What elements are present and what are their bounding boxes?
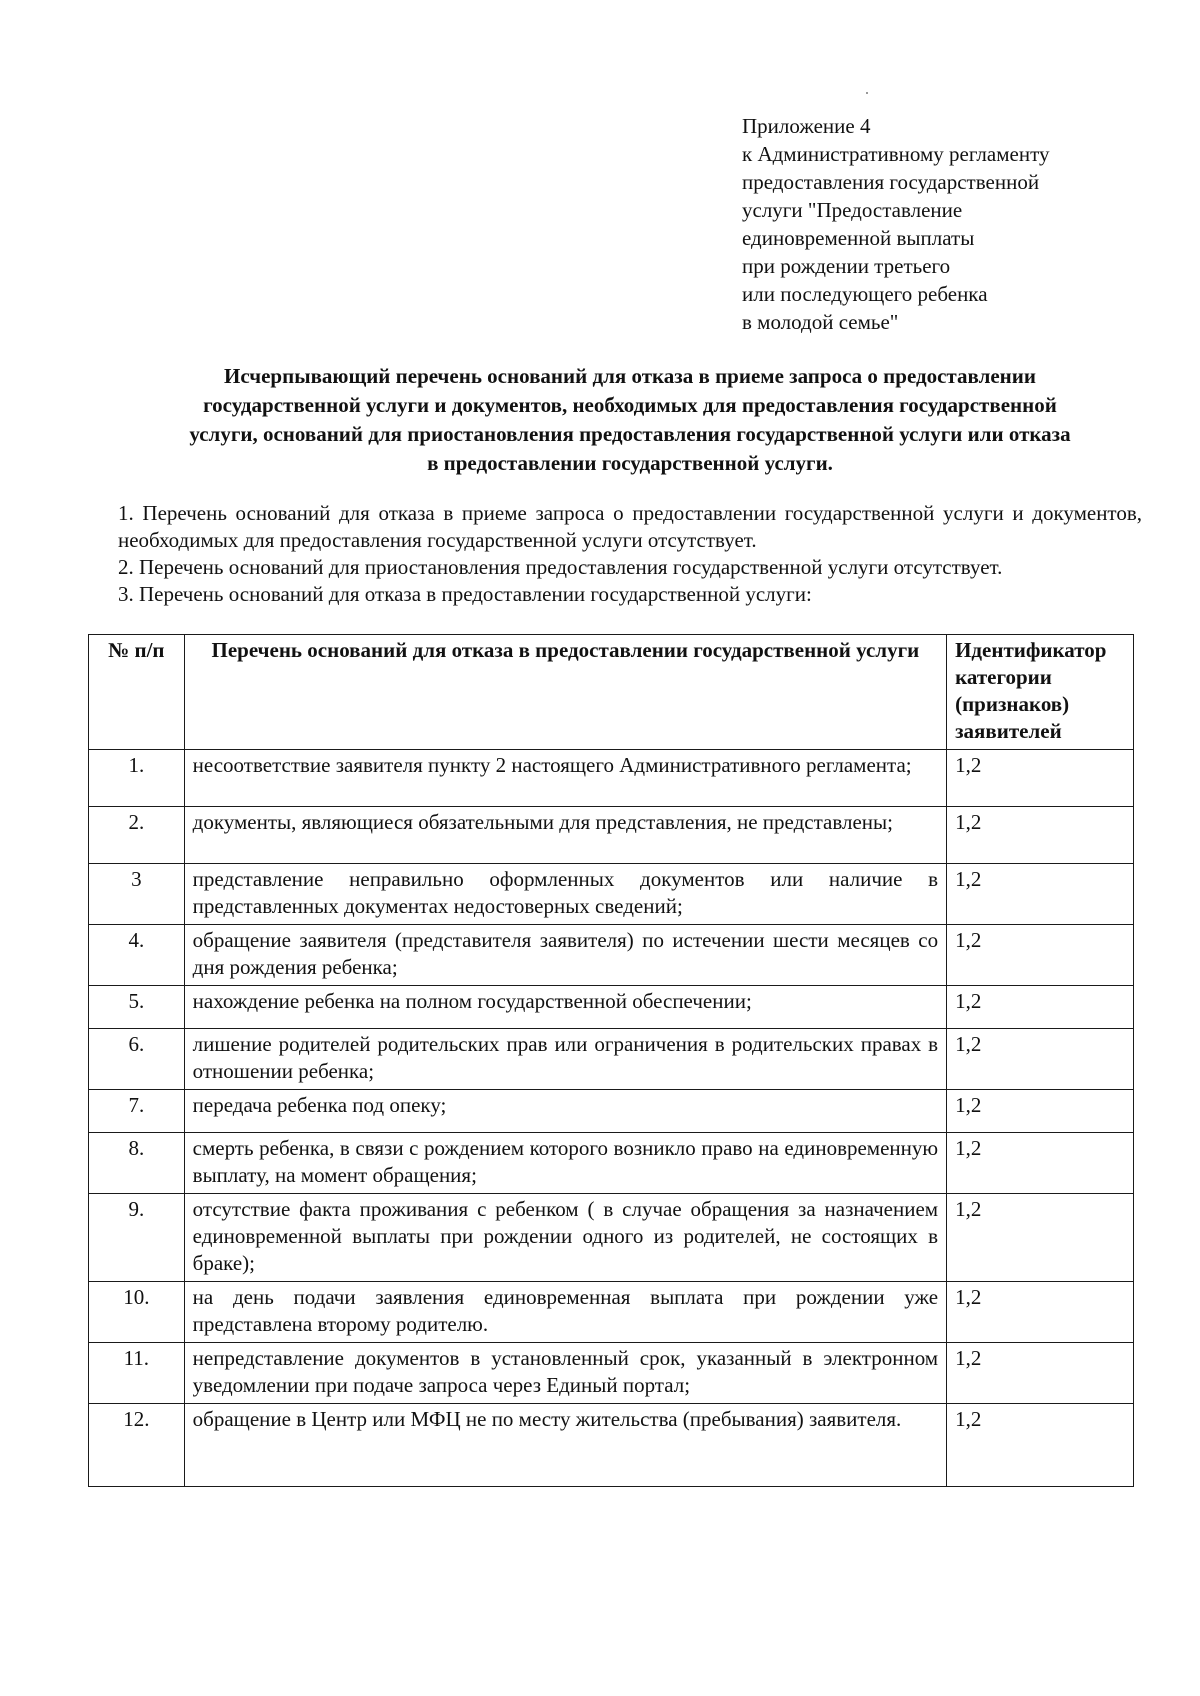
row-text: несоответствие заявителя пункту 2 настоящего Административного регламента; <box>184 750 946 807</box>
table-row <box>89 1029 1134 1090</box>
table-row <box>89 986 1134 1029</box>
row-num: 11. <box>89 1343 185 1404</box>
row-num: 2. <box>89 807 185 864</box>
header-identifier: Идентификатор категории (признаков) заявителей <box>947 635 1134 750</box>
row-num: 3 <box>89 864 185 925</box>
table-row <box>89 1194 1134 1282</box>
intro-paragraph-3: 3. Перечень оснований для отказа в предоставлении государственной услуги: <box>118 582 812 606</box>
table-row <box>89 1343 1134 1404</box>
title-line: в предоставлении государственной услуги. <box>427 451 833 475</box>
appendix-line: при рождении третьего <box>742 254 951 278</box>
row-id: 1,2 <box>947 1194 1134 1282</box>
row-text: документы, являющиеся обязательными для представления, не представлены; <box>184 807 946 864</box>
row-num: 6. <box>89 1029 185 1090</box>
row-id: 1,2 <box>947 864 1134 925</box>
row-num: 10. <box>89 1282 185 1343</box>
table-row <box>89 1282 1134 1343</box>
row-text: лишение родителей родительских прав или ограничения в родительских правах в отношении ребенка; <box>184 1029 946 1090</box>
row-id: 1,2 <box>947 1343 1134 1404</box>
row-text: обращение в Центр или МФЦ не по месту жительства (пребывания) заявителя. <box>184 1404 946 1487</box>
appendix-line: единовременной выплаты <box>742 226 975 250</box>
row-text: непредставление документов в установленный срок, указанный в электронном уведомлении при подаче запроса через Единый портал; <box>184 1343 946 1404</box>
grounds-table <box>88 634 1134 1487</box>
table-row <box>89 864 1134 925</box>
row-text: представление неправильно оформленных документов или наличие в представленных документах недостоверных сведений; <box>184 864 946 925</box>
row-id: 1,2 <box>947 1133 1134 1194</box>
row-num: 5. <box>89 986 185 1029</box>
row-num: 8. <box>89 1133 185 1194</box>
intro-paragraph-2: 2. Перечень оснований для приостановления предоставления государственной услуги отсутствует. <box>118 555 1003 579</box>
document-title <box>110 362 1150 478</box>
appendix-line: в молодой семье" <box>742 310 899 334</box>
table-header-row <box>89 635 1134 750</box>
row-num: 4. <box>89 925 185 986</box>
table-row <box>89 750 1134 807</box>
appendix-line: к Административному регламенту <box>742 142 1050 166</box>
table-row <box>89 925 1134 986</box>
row-id: 1,2 <box>947 750 1134 807</box>
row-num: 9. <box>89 1194 185 1282</box>
table-row <box>89 1133 1134 1194</box>
table-row <box>89 1404 1134 1487</box>
table-row <box>89 1090 1134 1133</box>
header-num: № п/п <box>89 635 185 750</box>
header-grounds: Перечень оснований для отказа в предоставлении государственной услуги <box>184 635 946 750</box>
appendix-line: Приложение 4 <box>742 114 871 138</box>
row-text: передача ребенка под опеку; <box>184 1090 946 1133</box>
appendix-line: или последующего ребенка <box>742 282 988 306</box>
row-id: 1,2 <box>947 1090 1134 1133</box>
row-text: смерть ребенка, в связи с рождением которого возникло право на единовременную выплату, на момент обращения; <box>184 1133 946 1194</box>
row-text: нахождение ребенка на полном государственной обеспечении; <box>184 986 946 1029</box>
row-num: 7. <box>89 1090 185 1133</box>
row-id: 1,2 <box>947 986 1134 1029</box>
intro-paragraph-1: 1. Перечень оснований для отказа в приеме запроса о предоставлении государственной услуги и документов, необходимых для предоставления государственной услуги отсутствует. <box>118 501 1142 552</box>
row-id: 1,2 <box>947 807 1134 864</box>
appendix-header <box>742 112 1162 336</box>
row-id: 1,2 <box>947 1282 1134 1343</box>
appendix-line: услуги "Предоставление <box>742 198 963 222</box>
row-text: обращение заявителя (представителя заявителя) по истечении шести месяцев со дня рождения ребенка; <box>184 925 946 986</box>
row-num: 1. <box>89 750 185 807</box>
title-line: государственной услуги и документов, необходимых для предоставления государственной <box>203 393 1057 417</box>
scan-speck <box>866 92 868 94</box>
row-text: на день подачи заявления единовременная выплата при рождении уже представлена второму родителю. <box>184 1282 946 1343</box>
table-row <box>89 807 1134 864</box>
title-line: услуги, оснований для приостановления предоставления государственной услуги или отказа <box>189 422 1071 446</box>
row-text: отсутствие факта проживания с ребенком ( в случае обращения за назначением единовременной выплаты при рождении одного из родителей, не состоящих в браке); <box>184 1194 946 1282</box>
title-line: Исчерпывающий перечень оснований для отказа в приеме запроса о предоставлении <box>224 364 1036 388</box>
row-id: 1,2 <box>947 925 1134 986</box>
intro-section <box>118 500 1142 608</box>
row-id: 1,2 <box>947 1404 1134 1487</box>
row-id: 1,2 <box>947 1029 1134 1090</box>
row-num: 12. <box>89 1404 185 1487</box>
appendix-line: предоставления государственной <box>742 170 1040 194</box>
